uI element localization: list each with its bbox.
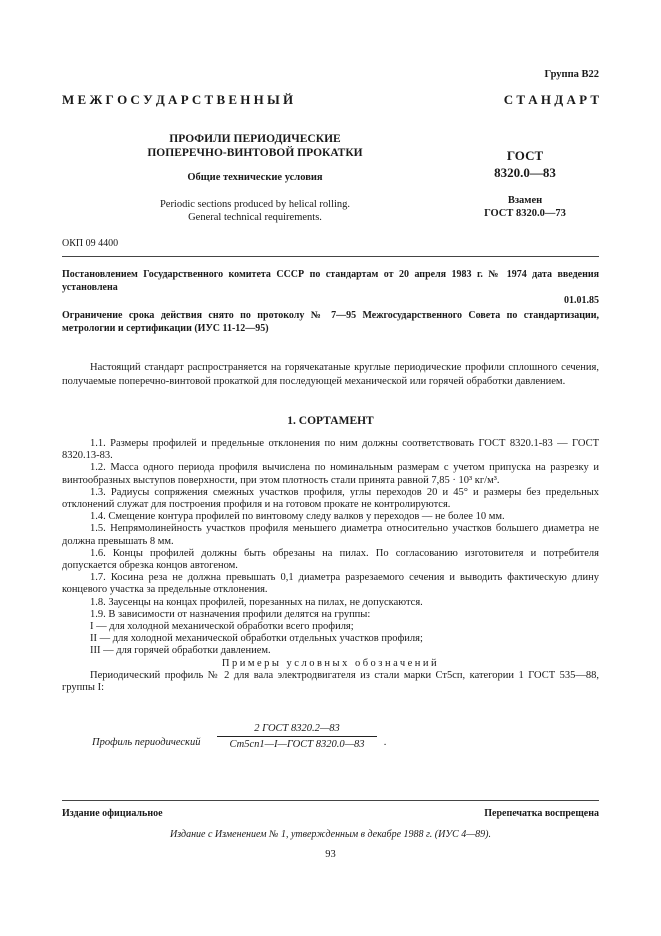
replaces-number: ГОСТ 8320.0—73 <box>484 208 566 219</box>
intro-paragraph: Настоящий стандарт распространяется на горячекатаные круглые периодические профили сплошного сечения, получаемые поперечно-винтовой прокаткой для последующей механической или горячей обработки давлением. <box>62 362 599 387</box>
clause-1-6: 1.6. Концы профилей должны быть обрезаны на пилах. По согласованию изготовителя и потребителя допускается обрезка концов автогеном. <box>62 547 599 572</box>
okp-code: ОКП 09 4400 <box>62 238 119 249</box>
divider-top <box>62 256 599 257</box>
formula-numerator: 2 ГОСТ 8320.2—83 <box>217 723 377 737</box>
banner-word-standard: С Т А Н Д А Р Т <box>503 92 599 107</box>
examples-heading: Примеры условных обозначений <box>221 657 440 669</box>
formula-fraction <box>217 723 377 750</box>
clause-1-8: 1.8. Заусенцы на концах профилей, порезанных на пилах, не допускаются. <box>90 596 423 608</box>
clause-1-4: 1.4. Смещение контура профилей по винтовому следу валков у переходов — не более 10 мм. <box>90 511 505 523</box>
formula-denominator: Ст5сп1—I—ГОСТ 8320.0—83 <box>229 739 365 750</box>
title-line-2: ПОПЕРЕЧНО-ВИНТОВОЙ ПРОКАТКИ <box>147 147 363 159</box>
clause-1-9: 1.9. В зависимости от назначения профили делятся на группы: <box>90 608 371 620</box>
example-text: Периодический профиль № 2 для вала электродвигателя из стали марки Ст5сп, категории 1 ГОСТ 535—88, группы I: <box>62 669 599 694</box>
replaces-label: Взамен <box>507 195 543 206</box>
replaces-block <box>470 194 580 220</box>
page-number: 93 <box>325 849 336 860</box>
title-line-1: ПРОФИЛИ ПЕРИОДИЧЕСКИЕ <box>169 133 341 145</box>
group-1: I — для холодной механической обработки всего профиля; <box>90 621 354 633</box>
formula-label: Профиль периодический <box>92 737 201 748</box>
reprint-notice: Перепечатка воспрещена <box>484 808 599 819</box>
decree-text: Постановлением Государственного комитета СССР по стандартам от 20 апреля 1983 г. № 1974 дата введения установлена <box>62 269 599 293</box>
document-title <box>130 132 380 160</box>
gost-label: ГОСТ <box>506 148 544 163</box>
effective-date: 01.01.85 <box>564 295 599 306</box>
formula-period: . <box>384 737 387 748</box>
clause-1-5: 1.5. Непрямолинейность участков профиля меньшего диаметра относительно участков большего диаметра не должна превышать 8 мм. <box>62 523 599 547</box>
clause-1-7: 1.7. Косина реза не должна превышать 0,1 диаметра разрезаемого сечения и выводить фактическую длину концевого участка за предельные отклонения. <box>62 572 599 596</box>
section-body <box>62 438 599 694</box>
english-title-line-2: General technical requirements. <box>188 212 322 223</box>
clause-1-2: 1.2. Масса одного периода профиля вычислена по номинальным размерам с учетом припуска на разрезку и винтообразных выступов поверхности, при этом плотность стали принята равной 7,85 · 10³ кг/м³. <box>62 462 599 486</box>
group-3: III — для горячей обработки давлением. <box>90 645 271 657</box>
gost-designation <box>470 147 580 181</box>
designation-formula <box>92 723 387 750</box>
standard-banner <box>62 92 599 108</box>
divider-bottom <box>62 800 599 801</box>
clause-1-1: 1.1. Размеры профилей и предельные отклонения по ним должны соответствовать ГОСТ 8320.1-83 — ГОСТ 8320.13-83. <box>62 438 599 462</box>
group-2: II — для холодной механической обработки отдельных участков профиля; <box>90 633 423 645</box>
gost-number: 8320.0—83 <box>494 165 556 180</box>
limitation-text: Ограничение срока действия снято по протоколу № 7—95 Межгосударственного Совета по стандартизации, метрологии и сертификации (ИУС 11-12—95) <box>62 310 599 334</box>
english-title-line-1: Periodic sections produced by helical rolling. <box>159 199 351 210</box>
clause-1-3: 1.3. Радиусы сопряжения смежных участков профиля, углы переходов 20 и 45° и размеры без предельных отклонений служат для построения профиля и на готовом прокате не контролируются. <box>62 486 599 511</box>
english-title <box>130 198 380 224</box>
edition-note: Издание с Изменением № 1, утвержденным в декабре 1988 г. (ИУС 4—89). <box>170 829 491 840</box>
group-code: Группа В22 <box>544 69 599 80</box>
document-subtitle: Общие технические условия <box>187 172 323 183</box>
section-title: 1. СОРТАМЕНТ <box>287 415 374 427</box>
banner-word-interstate: М Е Ж Г О С У Д А Р С Т В Е Н Н Ы Й <box>62 92 294 107</box>
official-edition: Издание официальное <box>62 808 163 819</box>
